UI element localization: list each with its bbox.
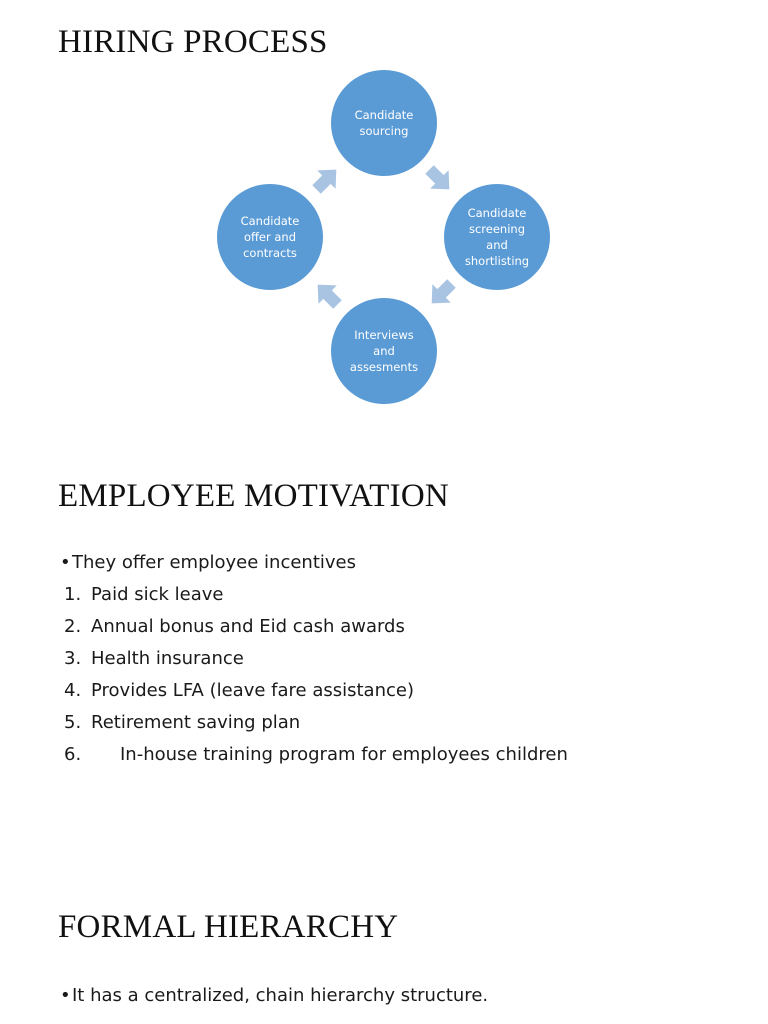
item-text: Retirement saving plan <box>91 712 301 733</box>
node-text-line: and <box>373 344 395 358</box>
node-text-line: Candidate <box>354 108 414 122</box>
bullet-icon: • <box>60 985 71 1006</box>
list-item <box>60 675 568 707</box>
motivation-list <box>60 547 568 771</box>
section-title-hiring-process: HIRING PROCESS <box>58 24 328 60</box>
node-text-line: shortlisting <box>464 254 530 268</box>
item-text: In-house training program for employees children <box>120 744 568 765</box>
list-item <box>60 707 568 739</box>
node-text-line: Candidate <box>240 214 300 228</box>
list-item <box>60 611 568 643</box>
section-title-employee-motivation: EMPLOYEE MOTIVATION <box>58 478 449 514</box>
bullet-text: They offer employee incentives <box>72 552 356 573</box>
cycle-node-candidate-offer <box>217 184 323 290</box>
item-number: 1. <box>64 584 82 605</box>
node-text-line: offer and <box>243 230 297 244</box>
bullet-text: It has a centralized, chain hierarchy structure. <box>72 985 489 1006</box>
item-number: 5. <box>64 712 82 733</box>
cycle-node-candidate-screening <box>444 184 550 290</box>
node-text-line: and <box>486 238 508 252</box>
arrow-offer-to-sourcing <box>307 160 345 198</box>
item-number: 4. <box>64 680 82 701</box>
node-text-line: Interviews <box>354 328 414 342</box>
arrow-sourcing-to-screening <box>420 160 458 198</box>
item-number: 6. <box>64 744 82 765</box>
arrow-screening-to-interviews <box>422 274 460 312</box>
cycle-node-candidate-sourcing <box>331 70 437 176</box>
node-text-line: contracts <box>243 246 297 260</box>
item-text: Health insurance <box>91 648 244 669</box>
list-item <box>60 547 568 579</box>
node-text-line: screening <box>468 222 525 236</box>
item-text: Annual bonus and Eid cash awards <box>91 616 405 637</box>
hierarchy-list <box>60 980 488 1012</box>
list-item <box>60 579 568 611</box>
list-item <box>60 643 568 675</box>
list-item <box>60 739 568 771</box>
node-text-line: assesments <box>349 360 419 374</box>
arrow-interviews-to-offer <box>308 275 346 313</box>
item-number: 3. <box>64 648 82 669</box>
item-text: Paid sick leave <box>91 584 224 605</box>
list-item <box>60 980 488 1012</box>
item-text: Provides LFA (leave fare assistance) <box>91 680 414 701</box>
node-text-line: Candidate <box>467 206 527 220</box>
section-title-formal-hierarchy: FORMAL HIERARCHY <box>58 909 399 945</box>
cycle-node-interviews <box>331 298 437 404</box>
item-number: 2. <box>64 616 82 637</box>
node-text-line: sourcing <box>359 124 409 138</box>
bullet-icon: • <box>60 552 71 573</box>
